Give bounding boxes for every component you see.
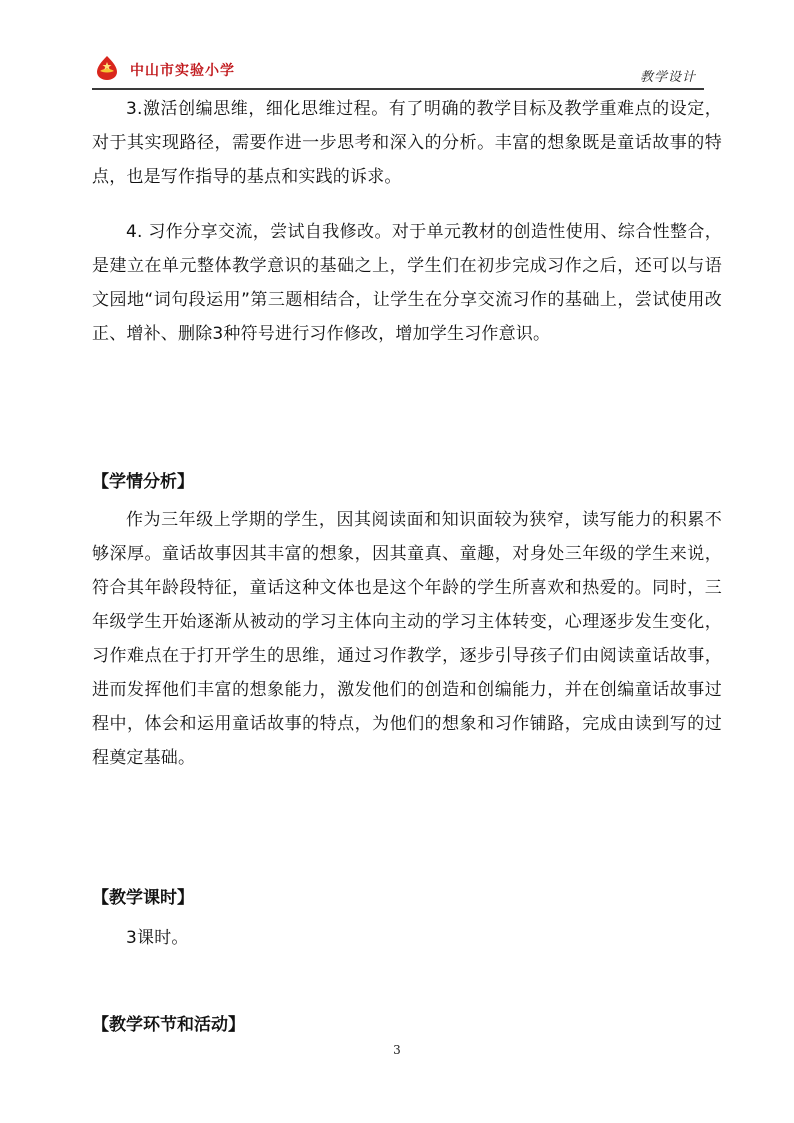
section-heading: 【教学环节和活动】 xyxy=(92,1015,245,1035)
section-teaching-activities xyxy=(92,1008,722,1042)
section-heading: 【学情分析】 xyxy=(92,472,194,492)
document-type-label: 教学设计 xyxy=(639,70,696,85)
paragraph-text: 3.激活创编思维，细化思维过程。有了明确的教学目标及教学重难点的设定，对于其实现路径，需要作进一步思考和深入的分析。丰富的想象既是童话故事的特点，也是写作指导的基点和实践的诉求。 xyxy=(92,99,722,187)
paragraph-item-3 xyxy=(92,92,722,194)
section-teaching-hours xyxy=(92,881,722,955)
school-name: 中山市实验小学 xyxy=(130,63,235,79)
header-rule xyxy=(92,88,704,90)
section-heading: 【教学课时】 xyxy=(92,888,194,908)
paragraph-item-4 xyxy=(92,215,722,351)
section-text: 3课时。 xyxy=(126,928,189,948)
section-learning-analysis xyxy=(92,465,722,775)
page-header xyxy=(92,48,704,92)
section-text: 作为三年级上学期的学生，因其阅读面和知识面较为狭窄，读写能力的积累不够深厚。童话故事因其丰富的想象，因其童真、童趣，对身处三年级的学生来说，符合其年龄段特征，童话这种文体也是这个年龄的学生所喜欢和热爱的。同时，三年级学生开始逐渐从被动的学习主体向主动的学习主体转变，心理逐步发生变化，习作难点在于打开学生的思维，通过习作教学，逐步引导孩子们由阅读童话故事，进而发挥他们丰富的想象能力，激发他们的创造和创编能力，并在创编童话故事过程中，体会和运用童话故事的特点，为他们的想象和习作铺路，完成由读到写的过程奠定基础。 xyxy=(92,510,722,768)
page-number: 3 xyxy=(393,1043,401,1057)
paragraph-text: 4. 习作分享交流，尝试自我修改。对于单元教材的创造性使用、综合性整合，是建立在单元整体教学意识的基础之上，学生们在初步完成习作之后，还可以与语文园地“词句段运用”第三题相结合，让学生在分享交流习作的基础上，尝试使用改正、增补、删除3种符号进行习作修改，增加学生习作意识。 xyxy=(92,222,722,344)
school-logo-icon xyxy=(92,54,122,82)
